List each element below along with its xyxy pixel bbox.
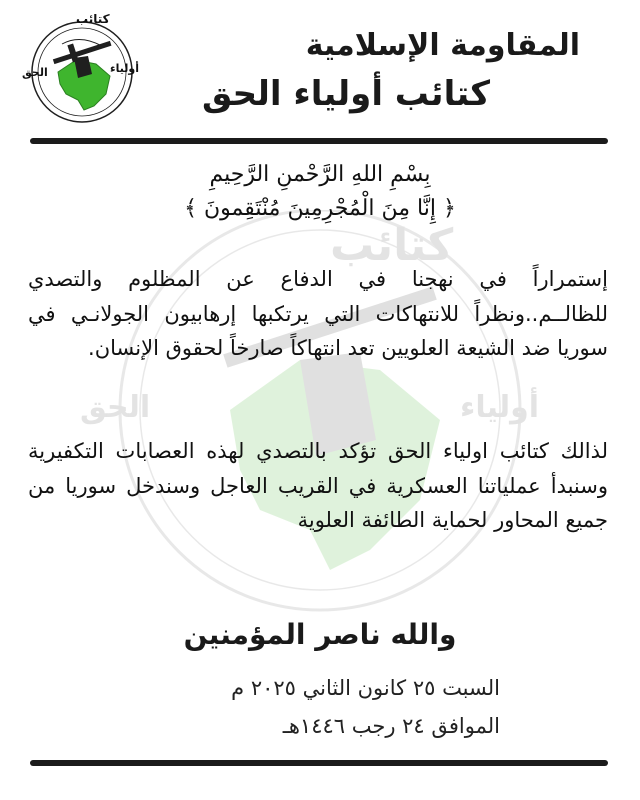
logo-text-top: كتائب xyxy=(76,12,110,26)
date-gregorian: السبت ٢٥ كانون الثاني ٢٠٢٥ م xyxy=(231,676,500,700)
watermark-word-right: أولياء xyxy=(460,390,540,425)
closing-signoff: والله ناصر المؤمنين xyxy=(183,618,457,651)
body-paragraph-1: إستمراراً في نهجنا في الدفاع عن المظلوم والتصدي للظالــم..ونظراً للانتهاكات التي يرتكبها إرهابيون الجولانـي في سوريا ضد الشيعة العلويين تعد انتهاكاً صارخاً لحقوق الإنسان. xyxy=(28,267,608,360)
date-hijri: الموافق ٢٤ رجب ١٤٤٦هـ xyxy=(282,714,500,738)
watermark-word-top: كتائب xyxy=(330,220,454,271)
quran-verse: ﴿ إِنَّا مِنَ الْمُجْرِمِينَ مُنْتَقِمونَ ﴾ xyxy=(184,196,456,221)
watermark-word-left: الحق xyxy=(80,390,151,425)
organization-title: المقاومة الإسلامية xyxy=(305,28,580,63)
body-paragraph-2: لذالك كتائب اولياء الحق تؤكد بالتصدي لهذه العصابات التكفيرية وسنبدأ عملياتنا العسكرية في القريب العاجل وسندخل سوريا من جميع المحاور لحماية الطائفة العلوية xyxy=(28,439,608,532)
bottom-divider xyxy=(30,760,608,766)
logo-text-left: الحق xyxy=(22,66,48,79)
header xyxy=(0,0,640,140)
logo-text-right: أولياء xyxy=(110,62,139,75)
top-divider xyxy=(30,138,608,144)
organization-logo xyxy=(18,10,146,128)
basmala: بِسْمِ اللهِ الرَّحْمنِ الرَّحِيمِ xyxy=(209,162,431,187)
brigade-title: كتائب أولياء الحق xyxy=(201,74,490,114)
